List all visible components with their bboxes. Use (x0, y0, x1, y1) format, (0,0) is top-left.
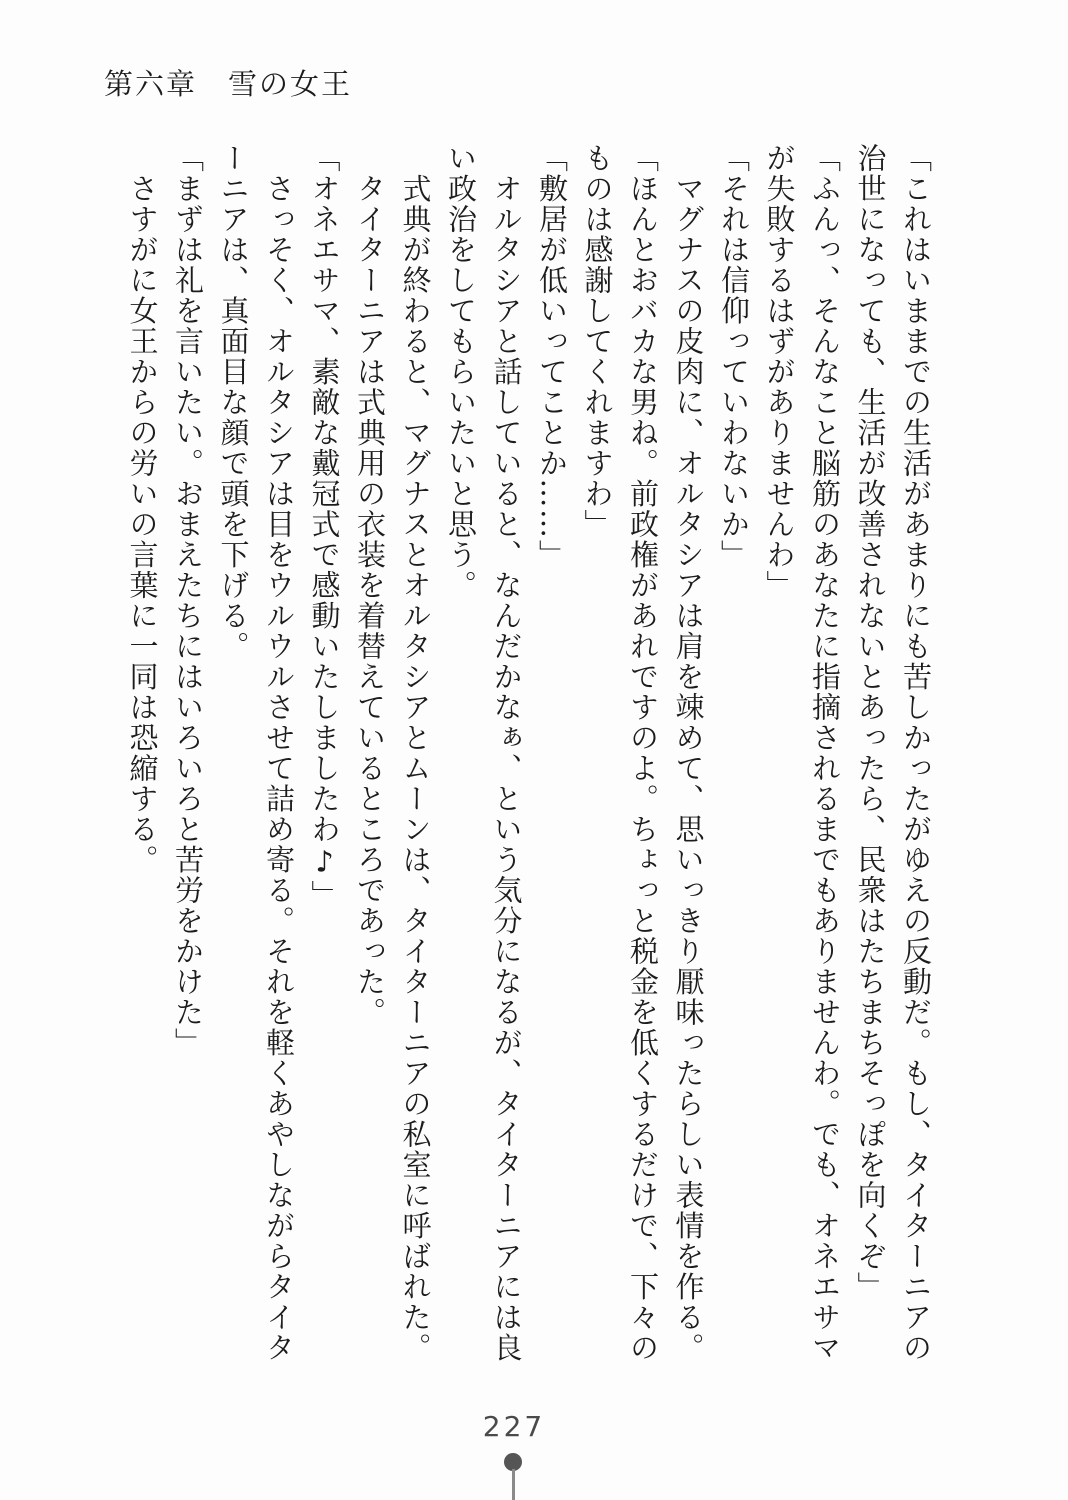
chapter-header: 第六章 雪の女王 (104, 67, 353, 101)
text-line: い政治をしてもらいたいと思う。 (444, 143, 478, 601)
text-line: 「まずは礼を言いたい。おまえたちにはいろいろと苦労をかけた」 (171, 143, 205, 1058)
text-line: ーニアは、真面目な顔で頭を下げる。 (216, 143, 251, 662)
text-line: 「ふんっ、そんなこと脳筋のあなたに指摘されるまでもありませんわ。でも、オネエサマ (808, 143, 842, 1363)
text-line: 「オネエサマ、素敵な戴冠式で感動いたしましたわ♪」 (307, 143, 342, 911)
text-line: さすがに女王からの労いの言葉に一同は恐縮する。 (125, 143, 160, 875)
page-number: 227 (482, 1410, 546, 1443)
text-line: 「ほんとおバカな男ね。前政権があれですのよ。ちょっと税金を低くするだけで、下々の (626, 143, 660, 1363)
text-line: ものは感謝してくれますわ」 (580, 143, 615, 540)
text-line: 「敷居が低いってことか……」 (535, 143, 569, 570)
text-line: オルタシアと話していると、なんだかなぁ、という気分になるが、タイターニアには良 (489, 143, 524, 1363)
text-line: タイターニアは式典用の衣装を着替えているところであった。 (353, 143, 387, 1028)
text-line: さっそく、オルタシアは目をウルウルさせて詰め寄る。それを軽くあやしながらタイタ (262, 143, 296, 1363)
text-line: 「それは信仰っていわないか」 (717, 143, 751, 570)
text-line: が失敗するはずがありませんわ」 (762, 143, 797, 601)
text-line: 式典が終わると、マグナスとオルタシアとムーンは、タイターニアの私室に呼ばれた。 (398, 143, 433, 1363)
body-text (119, 143, 938, 1375)
text-line: 「これはいままでの生活があまりにも苦しかったがゆえの反動だ。もし、タイターニアの (899, 143, 933, 1363)
footer-ornament-line (512, 1469, 515, 1500)
text-line: 治世になっても、生活が改善されないとあったら、民衆はたちまちそっぽを向くぞ」 (853, 143, 888, 1302)
text-line: マグナスの皮肉に、オルタシアは肩を竦めて、思いっきり厭味ったらしい表情を作る。 (671, 143, 706, 1363)
